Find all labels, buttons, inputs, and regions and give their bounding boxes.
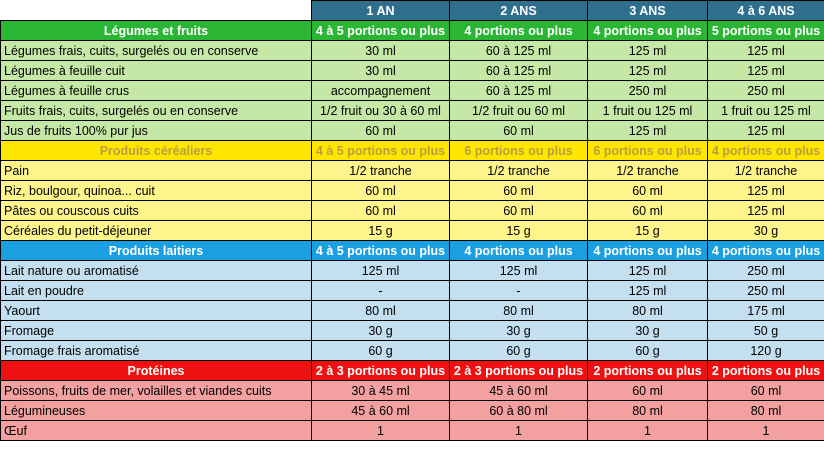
table-row bbox=[1, 41, 824, 61]
portion-value: 80 ml bbox=[450, 301, 588, 321]
table-row bbox=[1, 261, 824, 281]
section-title: Produits laitiers bbox=[1, 241, 312, 261]
section-title: Produits céréaliers bbox=[1, 141, 312, 161]
section-portions: 4 portions ou plus bbox=[708, 241, 824, 261]
food-label: Légumes à feuille cuit bbox=[1, 61, 312, 81]
portion-value: 250 ml bbox=[588, 81, 708, 101]
header-age-4-6: 4 à 6 ANS bbox=[708, 1, 824, 21]
table-row bbox=[1, 381, 824, 401]
section-portions: 4 portions ou plus bbox=[708, 141, 824, 161]
header-age-2: 2 ANS bbox=[450, 1, 588, 21]
table-row bbox=[1, 101, 824, 121]
portion-value: 125 ml bbox=[588, 61, 708, 81]
food-label: Pain bbox=[1, 161, 312, 181]
portion-value: 15 g bbox=[450, 221, 588, 241]
food-label: Fruits frais, cuits, surgelés ou en conserve bbox=[1, 101, 312, 121]
portion-value: 30 à 45 ml bbox=[312, 381, 450, 401]
portion-value: 50 g bbox=[708, 321, 824, 341]
food-label: Lait en poudre bbox=[1, 281, 312, 301]
portion-value: 120 g bbox=[708, 341, 824, 361]
table-row bbox=[1, 301, 824, 321]
section-portions: 4 à 5 portions ou plus bbox=[312, 241, 450, 261]
portion-value: 125 ml bbox=[588, 121, 708, 141]
table-row bbox=[1, 161, 824, 181]
portion-value: 125 ml bbox=[450, 261, 588, 281]
portion-value: 1/2 tranche bbox=[708, 161, 824, 181]
portion-value: 1/2 tranche bbox=[450, 161, 588, 181]
portion-value: 1/2 tranche bbox=[312, 161, 450, 181]
table-row bbox=[1, 181, 824, 201]
food-label: Fromage bbox=[1, 321, 312, 341]
section-portions: 5 portions ou plus bbox=[708, 21, 824, 41]
portion-value: 15 g bbox=[588, 221, 708, 241]
section-portions: 4 portions ou plus bbox=[588, 21, 708, 41]
portion-value: 60 ml bbox=[588, 201, 708, 221]
section-title: Protéines bbox=[1, 361, 312, 381]
portion-value: 60 ml bbox=[588, 381, 708, 401]
table-row bbox=[1, 121, 824, 141]
portion-value: 125 ml bbox=[312, 261, 450, 281]
portion-value: 60 à 125 ml bbox=[450, 41, 588, 61]
table-row bbox=[1, 321, 824, 341]
portion-value: 60 g bbox=[588, 341, 708, 361]
portion-value: 1/2 tranche bbox=[588, 161, 708, 181]
section-portions: 2 portions ou plus bbox=[588, 361, 708, 381]
portion-value: 60 ml bbox=[312, 201, 450, 221]
food-label: Fromage frais aromatisé bbox=[1, 341, 312, 361]
food-label: Yaourt bbox=[1, 301, 312, 321]
food-label: Légumes à feuille crus bbox=[1, 81, 312, 101]
section-portions: 2 à 3 portions ou plus bbox=[450, 361, 588, 381]
table-row bbox=[1, 341, 824, 361]
table-row bbox=[1, 61, 824, 81]
food-label: Œuf bbox=[1, 421, 312, 441]
food-label: Jus de fruits 100% pur jus bbox=[1, 121, 312, 141]
section-portions: 6 portions ou plus bbox=[588, 141, 708, 161]
portion-value: 1 fruit ou 125 ml bbox=[708, 101, 824, 121]
portion-value: 1 bbox=[312, 421, 450, 441]
section-title: Légumes et fruits bbox=[1, 21, 312, 41]
header-row bbox=[1, 1, 824, 21]
food-label: Légumes frais, cuits, surgelés ou en conserve bbox=[1, 41, 312, 61]
portion-value: 125 ml bbox=[588, 261, 708, 281]
portion-value: - bbox=[312, 281, 450, 301]
portion-value: 175 ml bbox=[708, 301, 824, 321]
portion-value: 1/2 fruit ou 30 à 60 ml bbox=[312, 101, 450, 121]
portion-value: 60 ml bbox=[312, 121, 450, 141]
section-portions: 2 portions ou plus bbox=[708, 361, 824, 381]
food-label: Lait nature ou aromatisé bbox=[1, 261, 312, 281]
section-portions: 4 à 5 portions ou plus bbox=[312, 141, 450, 161]
food-label: Céréales du petit-déjeuner bbox=[1, 221, 312, 241]
header-age-3: 3 ANS bbox=[588, 1, 708, 21]
portion-value: 30 g bbox=[588, 321, 708, 341]
portion-value: 60 g bbox=[450, 341, 588, 361]
table-row bbox=[1, 81, 824, 101]
portion-value: 60 ml bbox=[312, 181, 450, 201]
portion-value: 125 ml bbox=[588, 281, 708, 301]
portion-value: 60 à 80 ml bbox=[450, 401, 588, 421]
section-row bbox=[1, 141, 824, 161]
portion-value: - bbox=[450, 281, 588, 301]
portion-value: 125 ml bbox=[708, 181, 824, 201]
header-age-1: 1 AN bbox=[312, 1, 450, 21]
food-label: Poissons, fruits de mer, volailles et viandes cuits bbox=[1, 381, 312, 401]
food-label: Pâtes ou couscous cuits bbox=[1, 201, 312, 221]
portion-value: 1 bbox=[450, 421, 588, 441]
portion-value: 60 à 125 ml bbox=[450, 61, 588, 81]
section-portions: 6 portions ou plus bbox=[450, 141, 588, 161]
portion-value: 30 ml bbox=[312, 61, 450, 81]
table-row bbox=[1, 281, 824, 301]
portion-value: 250 ml bbox=[708, 81, 824, 101]
header-blank-cell bbox=[1, 1, 312, 21]
table-row bbox=[1, 201, 824, 221]
portion-value: 80 ml bbox=[312, 301, 450, 321]
portion-value: 30 g bbox=[312, 321, 450, 341]
portion-value: 1 bbox=[588, 421, 708, 441]
table-row bbox=[1, 421, 824, 441]
portion-value: 60 ml bbox=[450, 201, 588, 221]
portion-value: 125 ml bbox=[588, 41, 708, 61]
portion-value: 30 ml bbox=[312, 41, 450, 61]
portion-value: 30 g bbox=[708, 221, 824, 241]
portion-value: 60 ml bbox=[588, 181, 708, 201]
portion-value: 80 ml bbox=[588, 401, 708, 421]
section-row bbox=[1, 21, 824, 41]
portion-value: 45 à 60 ml bbox=[312, 401, 450, 421]
portion-value: 125 ml bbox=[708, 121, 824, 141]
portion-value: 1 bbox=[708, 421, 824, 441]
portion-value: 45 à 60 ml bbox=[450, 381, 588, 401]
table-row bbox=[1, 401, 824, 421]
portion-value: 15 g bbox=[312, 221, 450, 241]
portion-value: 60 à 125 ml bbox=[450, 81, 588, 101]
portion-value: 30 g bbox=[450, 321, 588, 341]
portion-value: 60 ml bbox=[708, 381, 824, 401]
food-label: Riz, boulgour, quinoa... cuit bbox=[1, 181, 312, 201]
portion-value: accompagnement bbox=[312, 81, 450, 101]
section-portions: 4 portions ou plus bbox=[450, 241, 588, 261]
portion-value: 125 ml bbox=[708, 61, 824, 81]
portion-value: 80 ml bbox=[708, 401, 824, 421]
section-portions: 4 portions ou plus bbox=[450, 21, 588, 41]
portion-value: 1 fruit ou 125 ml bbox=[588, 101, 708, 121]
food-label: Légumineuses bbox=[1, 401, 312, 421]
portion-value: 125 ml bbox=[708, 41, 824, 61]
portion-value: 60 ml bbox=[450, 181, 588, 201]
section-portions: 4 portions ou plus bbox=[588, 241, 708, 261]
portion-value: 60 ml bbox=[450, 121, 588, 141]
section-row bbox=[1, 241, 824, 261]
portion-value: 250 ml bbox=[708, 261, 824, 281]
section-row bbox=[1, 361, 824, 381]
portion-value: 125 ml bbox=[708, 201, 824, 221]
portion-value: 250 ml bbox=[708, 281, 824, 301]
portion-value: 60 g bbox=[312, 341, 450, 361]
table-row bbox=[1, 221, 824, 241]
section-portions: 2 à 3 portions ou plus bbox=[312, 361, 450, 381]
section-portions: 4 à 5 portions ou plus bbox=[312, 21, 450, 41]
portion-value: 80 ml bbox=[588, 301, 708, 321]
portion-value: 1/2 fruit ou 60 ml bbox=[450, 101, 588, 121]
